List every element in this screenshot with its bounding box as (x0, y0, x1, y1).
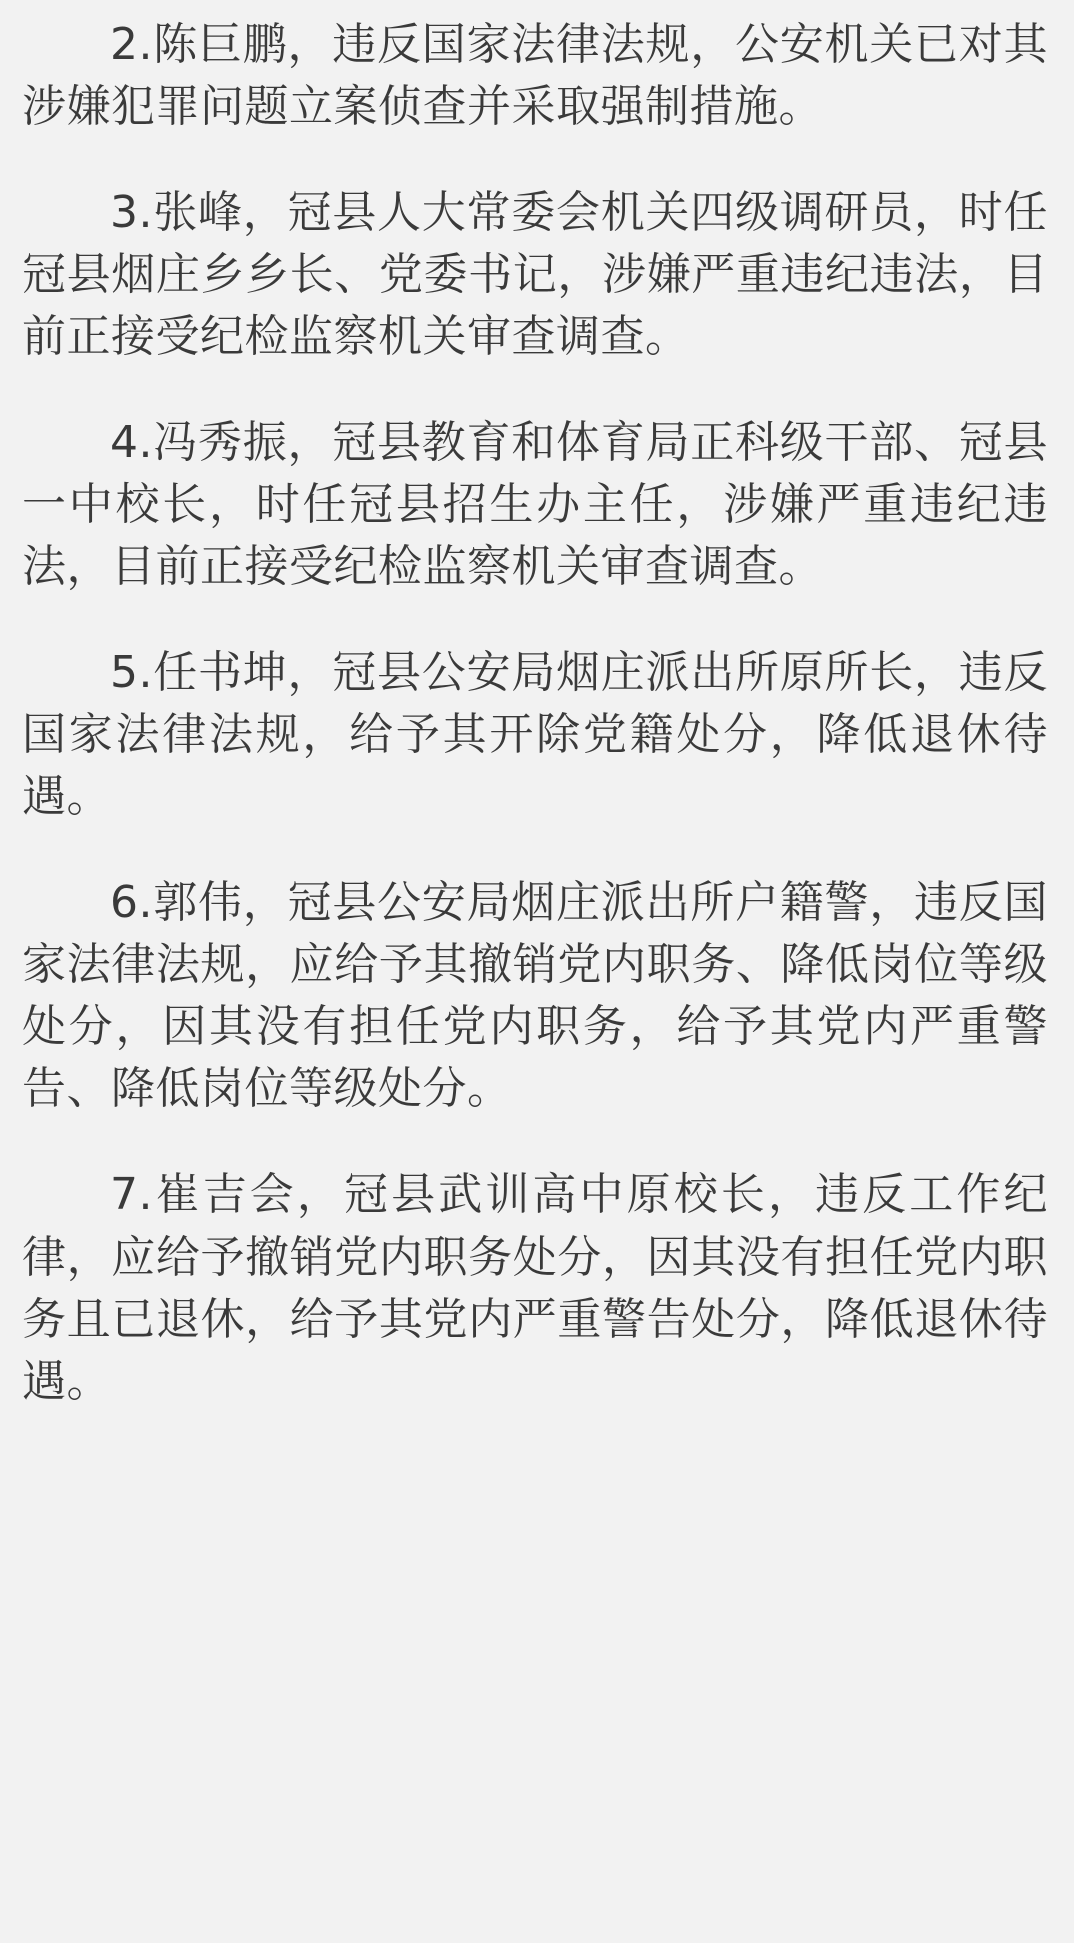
paragraph-item-7: 7.崔吉会，冠县武训高中原校长，违反工作纪律，应给予撤销党内职务处分，因其没有担任党内职务且已退休，给予其党内严重警告处分，降低退休待遇。 (22, 1169, 1048, 1407)
paragraph-item-3: 3.张峰，冠县人大常委会机关四级调研员，时任冠县烟庄乡乡长、党委书记，涉嫌严重违纪违法，目前正接受纪检监察机关审查调查。 (22, 187, 1048, 363)
paragraph-item-5: 5.任书坤，冠县公安局烟庄派出所原所长，违反国家法律法规，给予其开除党籍处分，降低退休待遇。 (22, 647, 1048, 823)
paragraph-item-2: 2.陈巨鹏，违反国家法律法规，公安机关已对其涉嫌犯罪问题立案侦查并采取强制措施。 (22, 19, 1048, 133)
paragraph-item-4: 4.冯秀振，冠县教育和体育局正科级干部、冠县一中校长，时任冠县招生办主任，涉嫌严重违纪违法，目前正接受纪检监察机关审查调查。 (22, 417, 1048, 593)
paragraph-item-6: 6.郭伟，冠县公安局烟庄派出所户籍警，违反国家法律法规，应给予其撤销党内职务、降低岗位等级处分，因其没有担任党内职务，给予其党内严重警告、降低岗位等级处分。 (22, 877, 1048, 1115)
